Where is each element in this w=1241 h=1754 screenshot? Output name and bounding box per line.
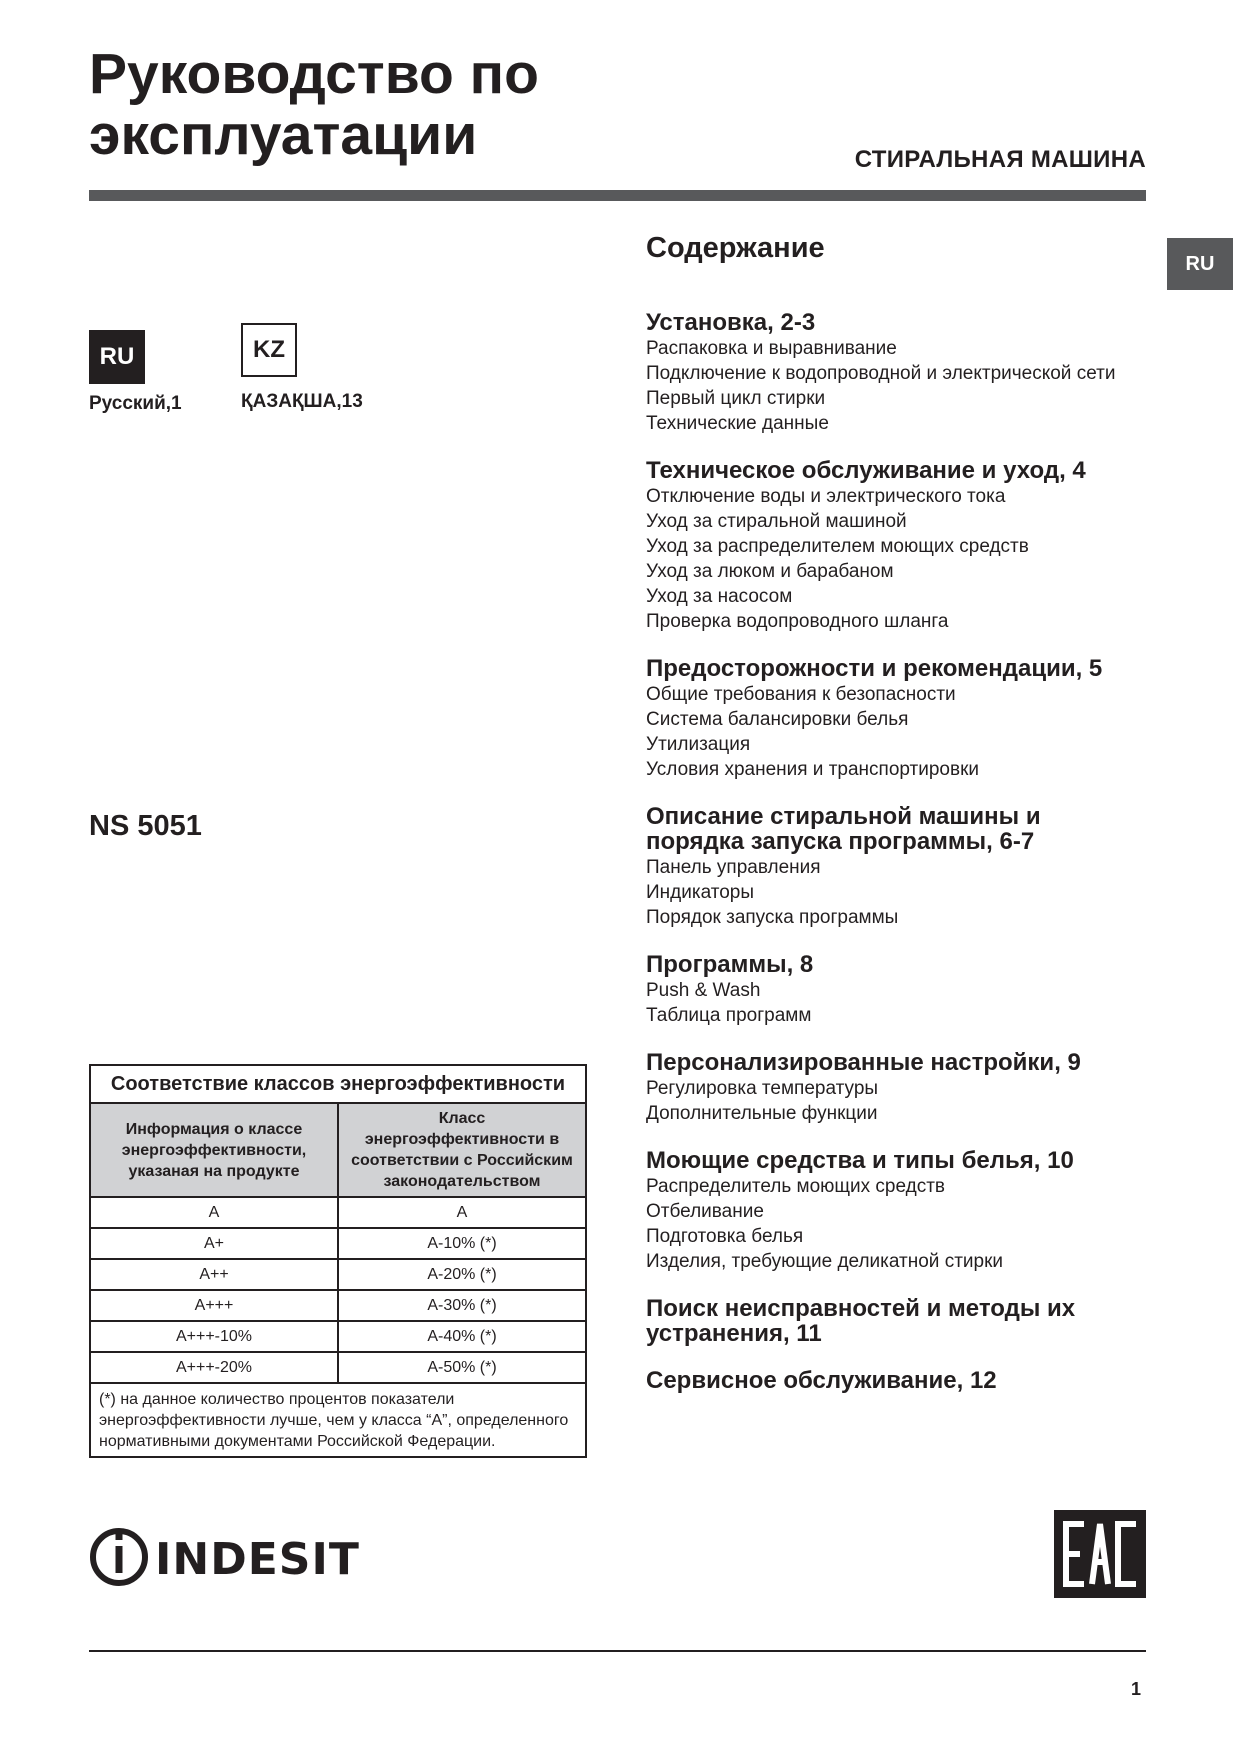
toc-item[interactable]: Уход за насосом — [646, 586, 793, 607]
table-row — [91, 1197, 585, 1228]
toc-item[interactable]: Индикаторы — [646, 882, 755, 903]
table-cell: A — [91, 1197, 338, 1228]
bottom-divider — [89, 1650, 1146, 1652]
toc-item[interactable]: Уход за распределителем моющих средств — [646, 536, 1029, 557]
toc-item[interactable]: Порядок запуска программы — [646, 907, 899, 928]
language-kz-badge[interactable]: KZ — [241, 323, 297, 377]
toc-item[interactable]: Утилизация — [646, 734, 751, 755]
title-line-2: эксплуатации — [89, 103, 478, 167]
table-row — [91, 1290, 585, 1321]
language-kz-label[interactable]: ҚАЗАҚША,13 — [241, 391, 363, 412]
toc-item[interactable]: Уход за люком и барабаном — [646, 561, 894, 582]
toc-section-title[interactable]: Техническое обслуживание и уход, 4 — [646, 457, 1086, 484]
toc-item[interactable]: Подключение к водопроводной и электрической сети — [646, 363, 1116, 384]
toc-item[interactable]: Распределитель моющих средств — [646, 1176, 946, 1197]
table-cell: A-20% (*) — [338, 1259, 585, 1290]
table-cell: A — [338, 1197, 585, 1228]
toc-section-title[interactable] — [646, 1296, 1166, 1346]
toc-item[interactable]: Панель управления — [646, 857, 821, 878]
table-header-row — [91, 1104, 585, 1197]
toc-title-line: Поиск неисправностей и методы их — [646, 1295, 1076, 1322]
toc-item[interactable]: Отбеливание — [646, 1201, 764, 1222]
toc-section-title[interactable]: Установка, 2-3 — [646, 309, 816, 336]
title-line-1: Руководство по — [89, 42, 539, 106]
table-cell: A+++ — [91, 1290, 338, 1321]
toc-item[interactable]: Первый цикл стирки — [646, 388, 826, 409]
page-title — [89, 44, 539, 166]
toc-section-title[interactable]: Сервисное обслуживание, 12 — [646, 1367, 997, 1394]
toc-item[interactable]: Технические данные — [646, 413, 829, 434]
toc-title-line: Описание стиральной машины и — [646, 803, 1041, 830]
toc-section-description — [646, 804, 1166, 930]
toc-item[interactable]: Подготовка белья — [646, 1226, 804, 1247]
eac-mark-icon — [1054, 1510, 1146, 1603]
table-cell: A-30% (*) — [338, 1290, 585, 1321]
page-number: 1 — [1131, 1679, 1142, 1699]
energy-table-grid — [91, 1104, 585, 1384]
toc-item[interactable]: Условия хранения и транспортировки — [646, 759, 980, 780]
toc-item[interactable]: Дополнительные функции — [646, 1103, 878, 1124]
table-header-cell: Информация о классе энергоэффективности, указаная на продукте — [91, 1104, 338, 1197]
toc-section-installation — [646, 310, 1166, 436]
table-cell: A++ — [91, 1259, 338, 1290]
table-cell: A+ — [91, 1228, 338, 1259]
table-cell: A-50% (*) — [338, 1352, 585, 1383]
toc-item[interactable]: Таблица программ — [646, 1005, 812, 1026]
toc-section-precautions — [646, 656, 1166, 782]
toc-section-title[interactable]: Программы, 8 — [646, 951, 814, 978]
table-cell: A-10% (*) — [338, 1228, 585, 1259]
model-number: NS 5051 — [89, 810, 202, 842]
table-cell: A-40% (*) — [338, 1321, 585, 1352]
table-cell: A+++-10% — [91, 1321, 338, 1352]
toc-item[interactable]: Push & Wash — [646, 980, 761, 1001]
toc-section-maintenance — [646, 458, 1166, 634]
toc-item[interactable]: Уход за стиральной машиной — [646, 511, 907, 532]
toc-item[interactable]: Отключение воды и электрического тока — [646, 486, 1006, 507]
table-row — [91, 1321, 585, 1352]
top-divider — [89, 190, 1146, 201]
toc-item[interactable]: Система балансировки белья — [646, 709, 909, 730]
table-header-cell: Класс энергоэффективности в соответствии с Российским законодательством — [338, 1104, 585, 1197]
language-ru-label[interactable]: Русский,1 — [89, 393, 182, 414]
document-type: СТИРАЛЬНАЯ МАШИНА — [854, 146, 1146, 173]
table-row — [91, 1228, 585, 1259]
toc-section-title[interactable] — [646, 804, 1166, 854]
table-row — [91, 1352, 585, 1383]
toc-item[interactable]: Проверка водопроводного шланга — [646, 611, 949, 632]
toc-item[interactable]: Изделия, требующие деликатной стирки — [646, 1251, 1004, 1272]
toc-item[interactable]: Регулировка температуры — [646, 1078, 879, 1099]
toc-section-title[interactable]: Персонализированные настройки, 9 — [646, 1049, 1081, 1076]
indesit-logo-icon — [89, 1525, 389, 1594]
side-language-tab: RU — [1167, 238, 1233, 290]
toc-section-troubleshooting — [646, 1296, 1166, 1346]
svg-text:INDESIT: INDESIT — [155, 1534, 360, 1585]
toc-item[interactable]: Распаковка и выравнивание — [646, 338, 897, 359]
toc-section-service — [646, 1368, 1166, 1393]
energy-table-caption: Соответствие классов энергоэффективности — [91, 1066, 585, 1104]
toc-section-programs — [646, 952, 1166, 1028]
toc-title-line: порядка запуска программы, 6-7 — [646, 828, 1035, 855]
table-cell: A+++-20% — [91, 1352, 338, 1383]
toc-item[interactable]: Общие требования к безопасности — [646, 684, 956, 705]
table-of-contents — [646, 310, 1166, 1415]
toc-section-custom-settings — [646, 1050, 1166, 1126]
toc-section-title[interactable]: Моющие средства и типы белья, 10 — [646, 1147, 1074, 1174]
contents-heading: Содержание — [646, 232, 825, 264]
language-ru-badge[interactable]: RU — [89, 330, 145, 384]
energy-class-table — [89, 1064, 587, 1458]
toc-section-detergents — [646, 1148, 1166, 1274]
toc-section-title[interactable]: Предосторожности и рекомендации, 5 — [646, 655, 1103, 682]
toc-title-line: устранения, 11 — [646, 1320, 822, 1347]
energy-table-footnote: (*) на данное количество процентов показатели энергоэффективности лучше, чем у класса “A”, определенного нормативными документами Российской Федерации. — [99, 1391, 569, 1450]
table-row — [91, 1259, 585, 1290]
